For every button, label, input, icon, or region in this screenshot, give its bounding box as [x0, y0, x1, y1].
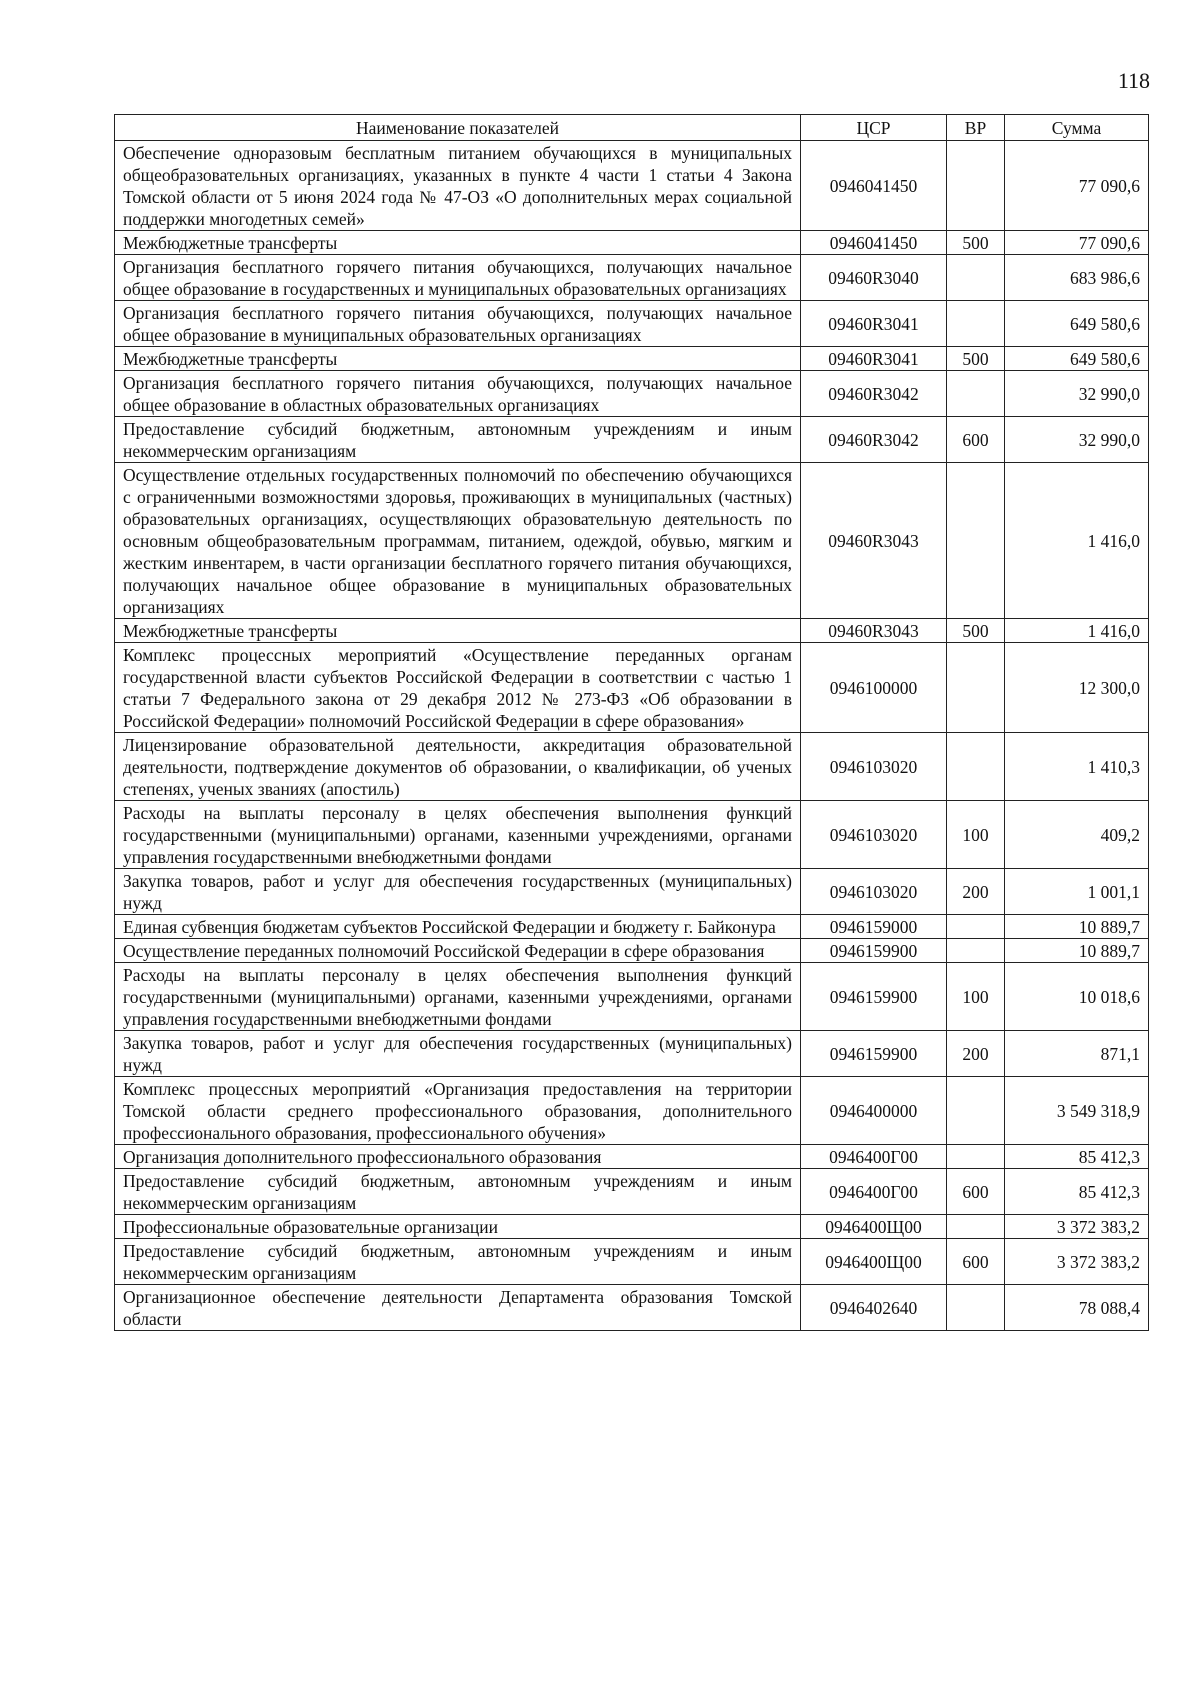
row-vr: 100 [947, 801, 1005, 869]
row-csr: 0946400000 [801, 1077, 947, 1145]
table-row [115, 463, 1149, 619]
row-vr [947, 1285, 1005, 1331]
row-vr [947, 463, 1005, 619]
row-vr: 600 [947, 1239, 1005, 1285]
row-name: Организация бесплатного горячего питания обучающихся, получающих начальное общее образование в областных образовательных организациях [115, 371, 801, 417]
row-csr: 0946400Г00 [801, 1169, 947, 1215]
row-sum: 77 090,6 [1005, 231, 1149, 255]
table-row [115, 347, 1149, 371]
row-name: Организация дополнительного профессионального образования [115, 1145, 801, 1169]
table-row [115, 417, 1149, 463]
table-row [115, 915, 1149, 939]
table-row [115, 963, 1149, 1031]
row-vr: 200 [947, 1031, 1005, 1077]
row-sum: 1 001,1 [1005, 869, 1149, 915]
row-vr [947, 915, 1005, 939]
row-csr: 09460R3041 [801, 347, 947, 371]
row-sum: 683 986,6 [1005, 255, 1149, 301]
row-csr: 0946159900 [801, 963, 947, 1031]
row-csr: 0946159900 [801, 939, 947, 963]
row-sum: 649 580,6 [1005, 347, 1149, 371]
row-sum: 85 412,3 [1005, 1169, 1149, 1215]
row-sum: 649 580,6 [1005, 301, 1149, 347]
table-row [115, 255, 1149, 301]
row-csr: 09460R3042 [801, 371, 947, 417]
row-sum: 3 372 383,2 [1005, 1215, 1149, 1239]
row-name: Осуществление переданных полномочий Российской Федерации в сфере образования [115, 939, 801, 963]
row-vr: 200 [947, 869, 1005, 915]
row-vr [947, 733, 1005, 801]
row-name: Межбюджетные трансферты [115, 231, 801, 255]
row-vr [947, 1145, 1005, 1169]
row-name: Профессиональные образовательные организации [115, 1215, 801, 1239]
row-sum: 3 549 318,9 [1005, 1077, 1149, 1145]
row-vr [947, 939, 1005, 963]
table-body [115, 141, 1149, 1331]
row-vr [947, 1077, 1005, 1145]
row-sum: 77 090,6 [1005, 141, 1149, 231]
table-row [115, 231, 1149, 255]
row-sum: 12 300,0 [1005, 643, 1149, 733]
row-vr [947, 371, 1005, 417]
row-csr: 0946041450 [801, 141, 947, 231]
table-row [115, 939, 1149, 963]
row-name: Закупка товаров, работ и услуг для обеспечения государственных (муниципальных) нужд [115, 869, 801, 915]
row-csr: 0946402640 [801, 1285, 947, 1331]
table-row [115, 1169, 1149, 1215]
table-header-row [115, 115, 1149, 141]
row-csr: 0946400Щ00 [801, 1215, 947, 1239]
table-row [115, 1239, 1149, 1285]
row-sum: 10 889,7 [1005, 939, 1149, 963]
row-vr [947, 141, 1005, 231]
row-csr: 0946103020 [801, 801, 947, 869]
row-name: Расходы на выплаты персоналу в целях обеспечения выполнения функций государственными (муниципальными) органами, казенными учреждениями, органами управления государственными внебюджетными фондами [115, 963, 801, 1031]
row-name: Комплекс процессных мероприятий «Осуществление переданных органам государственной власти субъектов Российской Федерации в соответствии с частью 1 статьи 7 Федерального закона от 29 декабря 2012 № 273-ФЗ «Об образовании в Российской Федерации» полномочий Российской Федерации в сфере образования» [115, 643, 801, 733]
table-row [115, 301, 1149, 347]
row-csr: 0946041450 [801, 231, 947, 255]
row-name: Организация бесплатного горячего питания обучающихся, получающих начальное общее образование в муниципальных образовательных организациях [115, 301, 801, 347]
header-name: Наименование показателей [115, 115, 801, 141]
row-name: Межбюджетные трансферты [115, 347, 801, 371]
row-vr: 500 [947, 347, 1005, 371]
row-csr: 0946159000 [801, 915, 947, 939]
table-row [115, 1077, 1149, 1145]
header-csr: ЦСР [801, 115, 947, 141]
header-sum: Сумма [1005, 115, 1149, 141]
table-row [115, 1215, 1149, 1239]
row-csr: 0946159900 [801, 1031, 947, 1077]
row-vr: 600 [947, 417, 1005, 463]
row-name: Организация бесплатного горячего питания обучающихся, получающих начальное общее образование в государственных и муниципальных образовательных организациях [115, 255, 801, 301]
table-row [115, 733, 1149, 801]
row-name: Предоставление субсидий бюджетным, автономным учреждениям и иным некоммерческим организациям [115, 417, 801, 463]
row-sum: 10 018,6 [1005, 963, 1149, 1031]
row-vr: 100 [947, 963, 1005, 1031]
row-name: Обеспечение одноразовым бесплатным питанием обучающихся в муниципальных общеобразовательных организациях, указанных в пункте 4 части 1 статьи 4 Закона Томской области от 5 июня 2024 года № 47-ОЗ «О дополнительных мерах социальной поддержки многодетных семей» [115, 141, 801, 231]
row-csr: 0946103020 [801, 733, 947, 801]
row-name: Комплекс процессных мероприятий «Организация предоставления на территории Томской области среднего профессионального образования, дополнительного профессионального образования, профессионального обучения» [115, 1077, 801, 1145]
table-row [115, 643, 1149, 733]
row-vr [947, 301, 1005, 347]
row-csr: 0946100000 [801, 643, 947, 733]
row-sum: 1 410,3 [1005, 733, 1149, 801]
row-sum: 3 372 383,2 [1005, 1239, 1149, 1285]
row-csr: 09460R3043 [801, 463, 947, 619]
row-vr: 500 [947, 619, 1005, 643]
row-vr [947, 255, 1005, 301]
row-sum: 85 412,3 [1005, 1145, 1149, 1169]
header-vr: ВР [947, 115, 1005, 141]
row-csr: 09460R3040 [801, 255, 947, 301]
row-vr [947, 643, 1005, 733]
row-sum: 10 889,7 [1005, 915, 1149, 939]
row-sum: 32 990,0 [1005, 371, 1149, 417]
row-csr: 09460R3041 [801, 301, 947, 347]
row-name: Закупка товаров, работ и услуг для обеспечения государственных (муниципальных) нужд [115, 1031, 801, 1077]
row-csr: 09460R3042 [801, 417, 947, 463]
table-row [115, 1285, 1149, 1331]
row-name: Организационное обеспечение деятельности Департамента образования Томской области [115, 1285, 801, 1331]
row-sum: 32 990,0 [1005, 417, 1149, 463]
row-sum: 78 088,4 [1005, 1285, 1149, 1331]
row-sum: 409,2 [1005, 801, 1149, 869]
table-row [115, 1145, 1149, 1169]
table-row [115, 141, 1149, 231]
row-name: Расходы на выплаты персоналу в целях обеспечения выполнения функций государственными (муниципальными) органами, казенными учреждениями, органами управления государственными внебюджетными фондами [115, 801, 801, 869]
row-csr: 09460R3043 [801, 619, 947, 643]
table-row [115, 371, 1149, 417]
row-vr [947, 1215, 1005, 1239]
row-name: Единая субвенция бюджетам субъектов Российской Федерации и бюджету г. Байконура [115, 915, 801, 939]
row-vr: 600 [947, 1169, 1005, 1215]
row-name: Лицензирование образовательной деятельности, аккредитация образовательной деятельности, подтверждение документов об образовании, о квалификации, об ученых степенях, ученых званиях (апостиль) [115, 733, 801, 801]
row-name: Предоставление субсидий бюджетным, автономным учреждениям и иным некоммерческим организациям [115, 1239, 801, 1285]
table-row [115, 801, 1149, 869]
row-name: Межбюджетные трансферты [115, 619, 801, 643]
budget-table [114, 114, 1149, 1331]
row-csr: 0946103020 [801, 869, 947, 915]
row-sum: 871,1 [1005, 1031, 1149, 1077]
row-csr: 0946400Щ00 [801, 1239, 947, 1285]
table-row [115, 619, 1149, 643]
table-row [115, 1031, 1149, 1077]
row-sum: 1 416,0 [1005, 463, 1149, 619]
row-sum: 1 416,0 [1005, 619, 1149, 643]
page-number: 118 [1117, 68, 1150, 93]
table-row [115, 869, 1149, 915]
row-name: Предоставление субсидий бюджетным, автономным учреждениям и иным некоммерческим организациям [115, 1169, 801, 1215]
row-name: Осуществление отдельных государственных полномочий по обеспечению обучающихся с ограниченными возможностями здоровья, проживающих в муниципальных (частных) образовательных организациях, осуществляющих образовательную деятельность по основным общеобразовательным программам, питанием, одеждой, обувью, мягким и жестким инвентарем, в части организации бесплатного горячего питания обучающихся, получающих начальное общее образование в муниципальных образовательных организациях [115, 463, 801, 619]
row-vr: 500 [947, 231, 1005, 255]
row-csr: 0946400Г00 [801, 1145, 947, 1169]
